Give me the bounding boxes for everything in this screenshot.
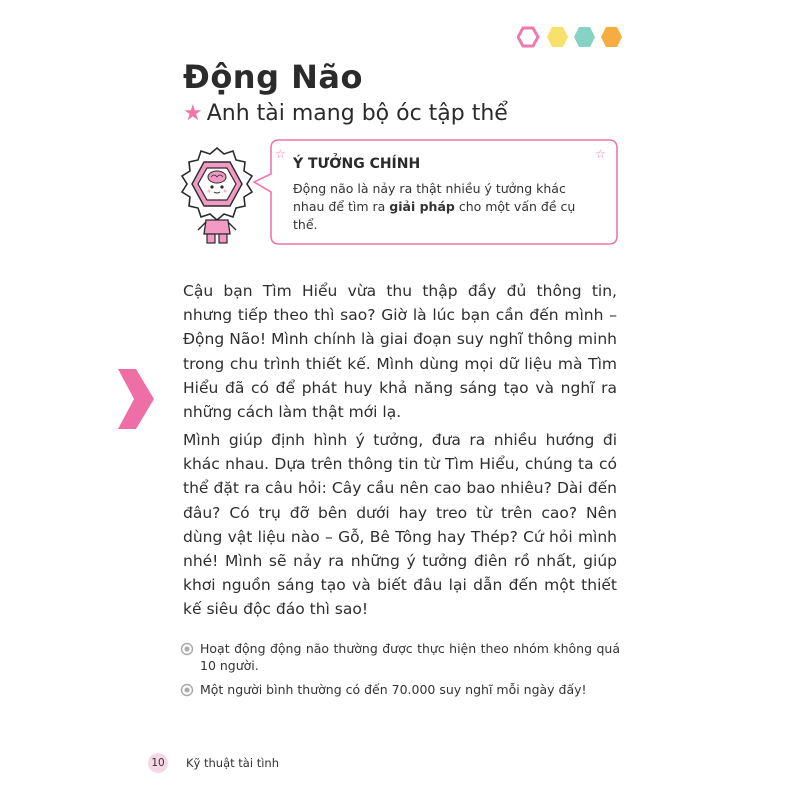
callout-text-part: Động não là nảy ra thật nhiều ý tưởng khác nhau để tìm ra — [293, 181, 566, 214]
page-number: 10 — [148, 753, 168, 773]
page-title: Động Não — [183, 58, 363, 96]
callout-text-bold: giải pháp — [389, 199, 455, 214]
callout-text-part: cho một vấn đề cụ thể. — [293, 199, 576, 232]
star-icon: ★ — [183, 101, 203, 126]
chevron-right-icon — [118, 369, 154, 429]
callout-title: Ý TƯỞNG CHÍNH — [293, 156, 421, 172]
hexagon-yellow-icon — [547, 27, 568, 47]
page-subtitle — [183, 101, 508, 126]
hexagon-pink-icon — [518, 28, 538, 46]
callout-text — [293, 180, 593, 234]
hexagon-teal-icon — [574, 27, 595, 47]
star-outline-icon: ☆ — [275, 147, 286, 161]
star-outline-icon: ☆ — [595, 147, 606, 161]
list-item — [180, 681, 620, 698]
bullet-circle-icon — [180, 642, 194, 656]
fact-text: Hoạt động động não thường được thực hiện theo nhóm không quá 10 người. — [200, 641, 620, 673]
brain-mascot-icon — [176, 146, 258, 246]
hexagon-orange-icon — [601, 27, 622, 47]
body-paragraph: Mình giúp định hình ý tưởng, đưa ra nhiều hướng đi khác nhau. Dựa trên thông tin từ Tìm Hiểu, chúng ta có thể đặt ra câu hỏi: Cây cầu nên cao bao nhiêu? Dài đến đâu? Có trụ đỡ bên dưới hay treo từ trên cao? Nên dùng vật liệu nào – Gỗ, Bê Tông hay Thép? Cứ hỏi mình nhé! Mình sẽ nảy ra những ý tưởng điên rồ nhất, giúp khơi nguồn sáng tạo và biết đâu lại dẫn đến một thiết kế siêu độc đáo thì sao! — [183, 431, 617, 619]
body-paragraph: Cậu bạn Tìm Hiểu vừa thu thập đầy đủ thông tin, nhưng tiếp theo thì sao? Giờ là lúc bạn cần đến mình – Động Não! Mình chính là giai đoạn suy nghĩ thông minh trong chu trình thiết kế. Mình dùng mọi dữ liệu mà Tìm Hiểu đã có để phát huy khả năng sáng tạo và nghĩ ra những cách làm thật mới lạ. — [183, 282, 617, 422]
fact-list — [180, 640, 620, 705]
page-footer — [148, 753, 279, 773]
book-title: Kỹ thuật tài tình — [186, 756, 279, 770]
fact-text: Một người bình thường có đến 70.000 suy nghĩ mỗi ngày đấy! — [200, 682, 587, 697]
subtitle-text: Anh tài mang bộ óc tập thể — [206, 101, 508, 126]
list-item — [180, 640, 620, 674]
decorative-hexagons — [517, 25, 629, 49]
bullet-circle-icon — [180, 683, 194, 697]
